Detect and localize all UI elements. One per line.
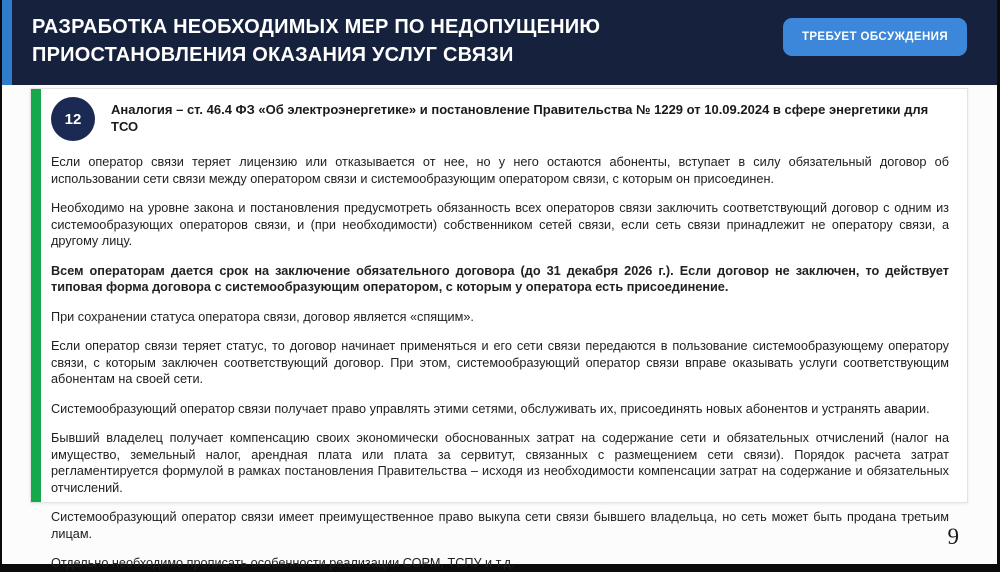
paragraph-7: Бывший владелец получает компенсацию своих экономически обоснованных затрат на содержание сети и обязательных отчислений (налог на имущество, земельный налог, арендная плата или плата за сервитут, связанных с размещением сети связи). Порядок расчета затрат регламентируется формулой в рамках постановления Правительства – исходя из необходимости компенсации затрат на содержание и обязательных отчислений.	[51, 431, 949, 495]
page-number: 9	[947, 524, 959, 549]
header-accent-stripe	[2, 0, 12, 85]
slide	[2, 0, 997, 570]
paragraph-6: Системообразующий оператор связи получает право управлять этими сетями, обслуживать их, присоединять новых абонентов и устранять аварии.	[51, 401, 930, 416]
content-card	[30, 88, 968, 570]
page-title: РАЗРАБОТКА НЕОБХОДИМЫХ МЕР ПО НЕДОПУЩЕНИЮ ПРИОСТАНОВЛЕНИЯ ОКАЗАНИЯ УСЛУГ СВЯЗИ	[32, 16, 601, 66]
header-bar	[2, 0, 997, 85]
paragraph-3: Всем операторам дается срок на заключение обязательного договора (до 31 декабря 2026 г.). Если договор не заключен, то действует типовая форма договора с системообразующим оператором, с которым у оператора есть присоединение.	[51, 263, 949, 294]
card-inner	[41, 89, 967, 570]
paragraph-9: Отдельно необходимо прописать особенности реализации СОРМ, ТСПУ и т.д.	[51, 556, 515, 570]
card-paragraphs	[51, 154, 949, 572]
discussion-status-button[interactable]: ТРЕБУЕТ ОБСУЖДЕНИЯ	[783, 18, 967, 56]
paragraph-5: Если оператор связи теряет статус, то договор начинает применяться и его сети связи передаются в пользование системообразующему оператору связи, с которым заключен соответствующий договор. При этом, системообразующий оператор связи вправе оказывать услуги соответствующим абонентам на своей сети.	[51, 339, 949, 386]
paragraph-1: Если оператор связи теряет лицензию или отказывается от нее, но у него остаются абоненты, вступает в силу обязательный договор об использовании сети связи между оператором связи и системообразующим оператором связи, с которым он присоединен.	[51, 155, 949, 186]
paragraph-4: При сохранении статуса оператора связи, договор является «спящим».	[51, 309, 474, 324]
card-heading: Аналогия – ст. 46.4 ФЗ «Об электроэнергетике» и постановление Правительства № 1229 от 10.09.2024 в сфере энергетики для ТСО	[111, 102, 929, 134]
item-number-badge: 12	[51, 97, 95, 141]
paragraph-8: Системообразующий оператор связи имеет преимущественное право выкупа сети связи бывшего владельца, но сеть может быть продана третьим лицам.	[51, 510, 949, 541]
card-head-row	[51, 97, 949, 141]
card-accent-bar	[31, 89, 41, 502]
paragraph-2: Необходимо на уровне закона и постановления предусмотреть обязанность всех операторов связи заключить соответствующий договор с одним из системообразующих операторов связи, и (при необходимости) собственником сетей связи, если сеть связи принадлежит не оператору связи, а другому лицу.	[51, 201, 949, 248]
